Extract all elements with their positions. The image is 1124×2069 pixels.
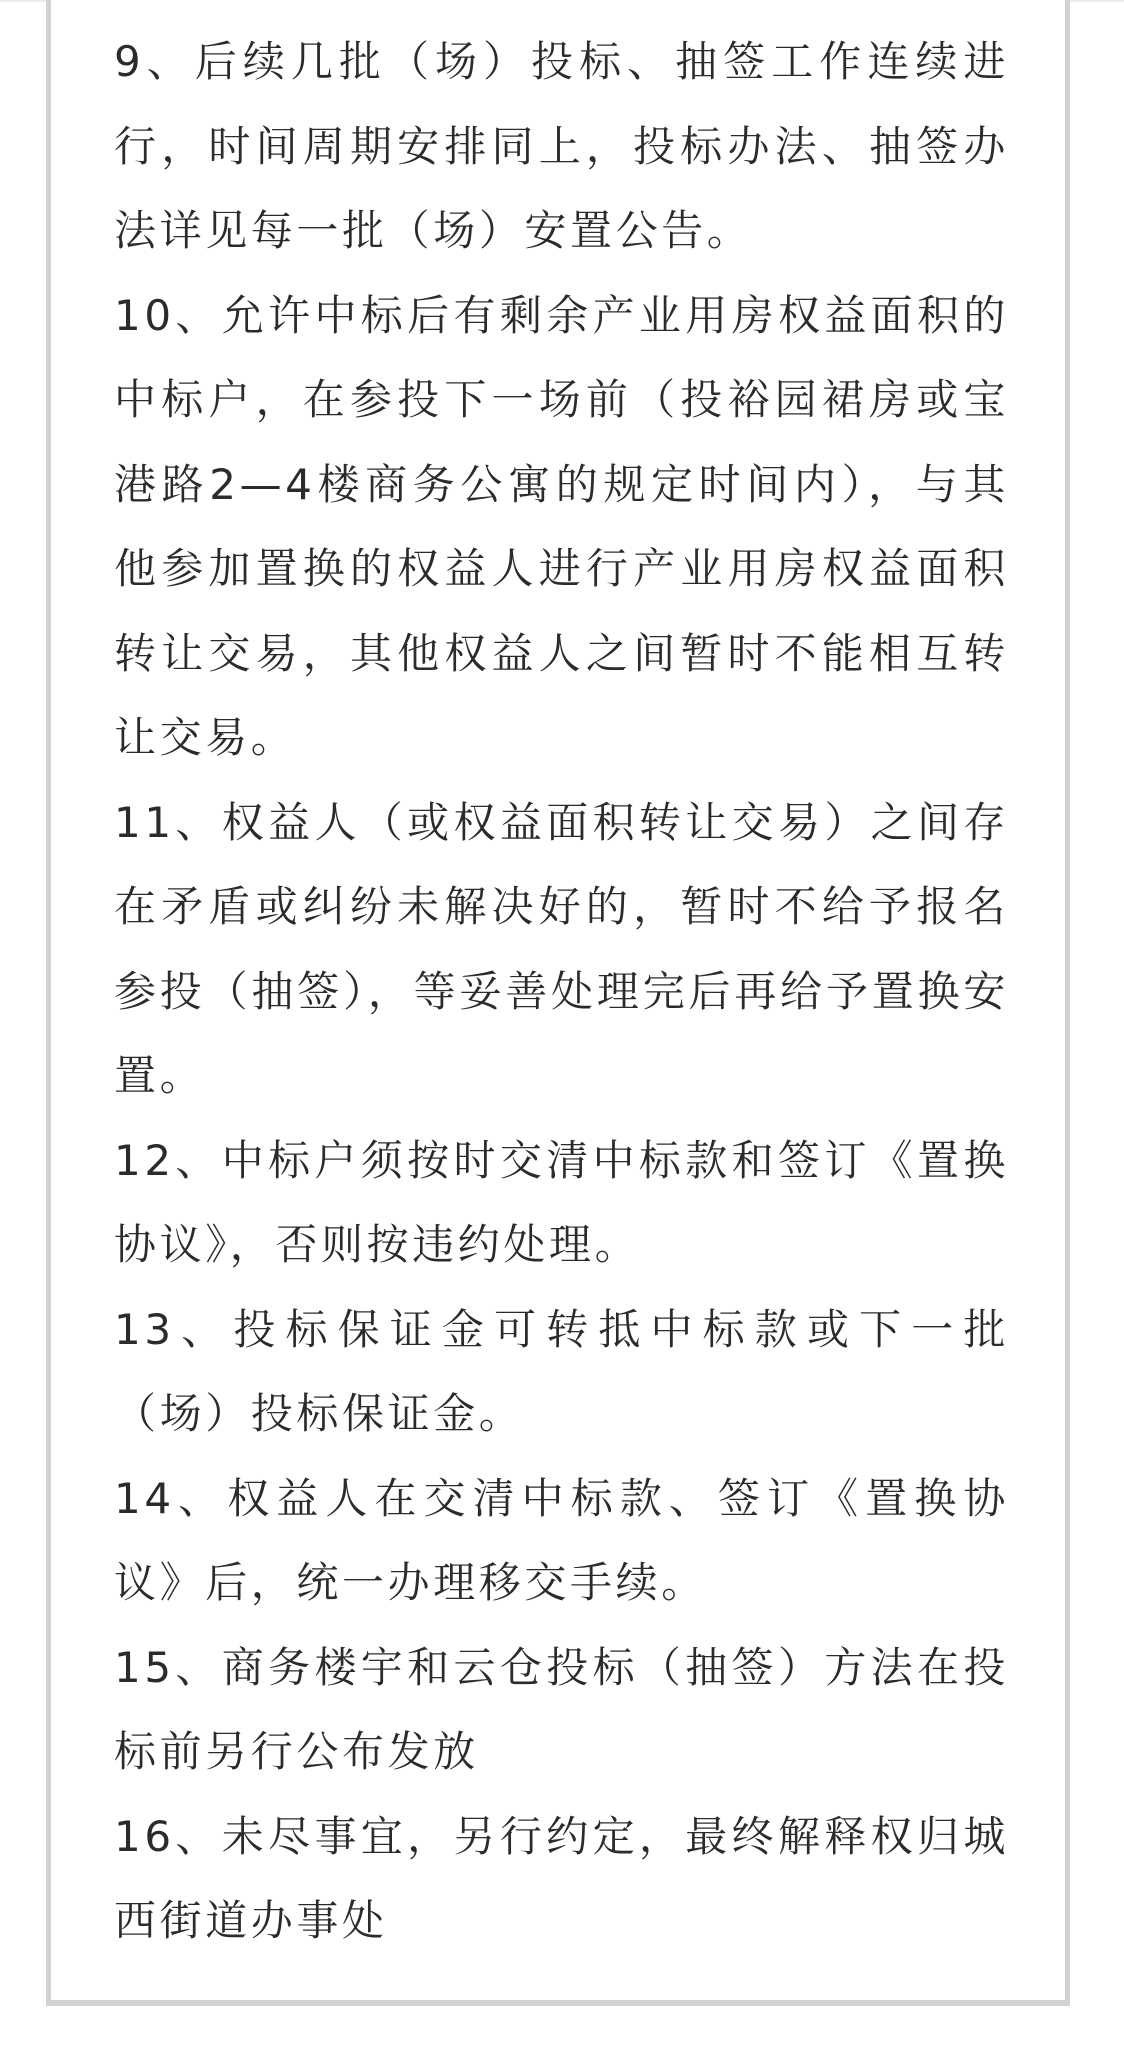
clause-11: 11、权益人（或权益面积转让交易）之间存在矛盾或纠纷未解决好的，暂时不给予报名参投（抽签），等妥善处理完后再给予置换安置。 xyxy=(114,797,1009,1100)
clause-14: 14、权益人在交清中标款、签订《置换协议》后，统一办理移交手续。 xyxy=(114,1473,1009,1607)
clause-13: 13、投标保证金可转抵中标款或下一批（场）投标保证金。 xyxy=(114,1304,1009,1438)
clause-9: 9、后续几批（场）投标、抽签工作连续进行，时间周期安排同上，投标办法、抽签办法详见每一批（场）安置公告。 xyxy=(114,37,1009,255)
clause-16: 16、未尽事宜，另行约定，最终解释权归城西街道办事处 xyxy=(114,1811,1009,1945)
clause-12: 12、中标户须按时交清中标款和签订《置换协议》，否则按违约处理。 xyxy=(114,1135,1009,1269)
clause-10: 10、允许中标后有剩余产业用房权益面积的中标户，在参投下一场前（投裕园裙房或宝港路2—4楼商务公寓的规定时间内），与其他参加置换的权益人进行产业用房权益面积转让交易，其他权益人之间暂时不能相互转让交易。 xyxy=(114,290,1009,762)
clause-15: 15、商务楼宇和云仓投标（抽签）方法在投标前另行公布发放 xyxy=(114,1642,1009,1776)
document-body xyxy=(114,20,1009,1964)
